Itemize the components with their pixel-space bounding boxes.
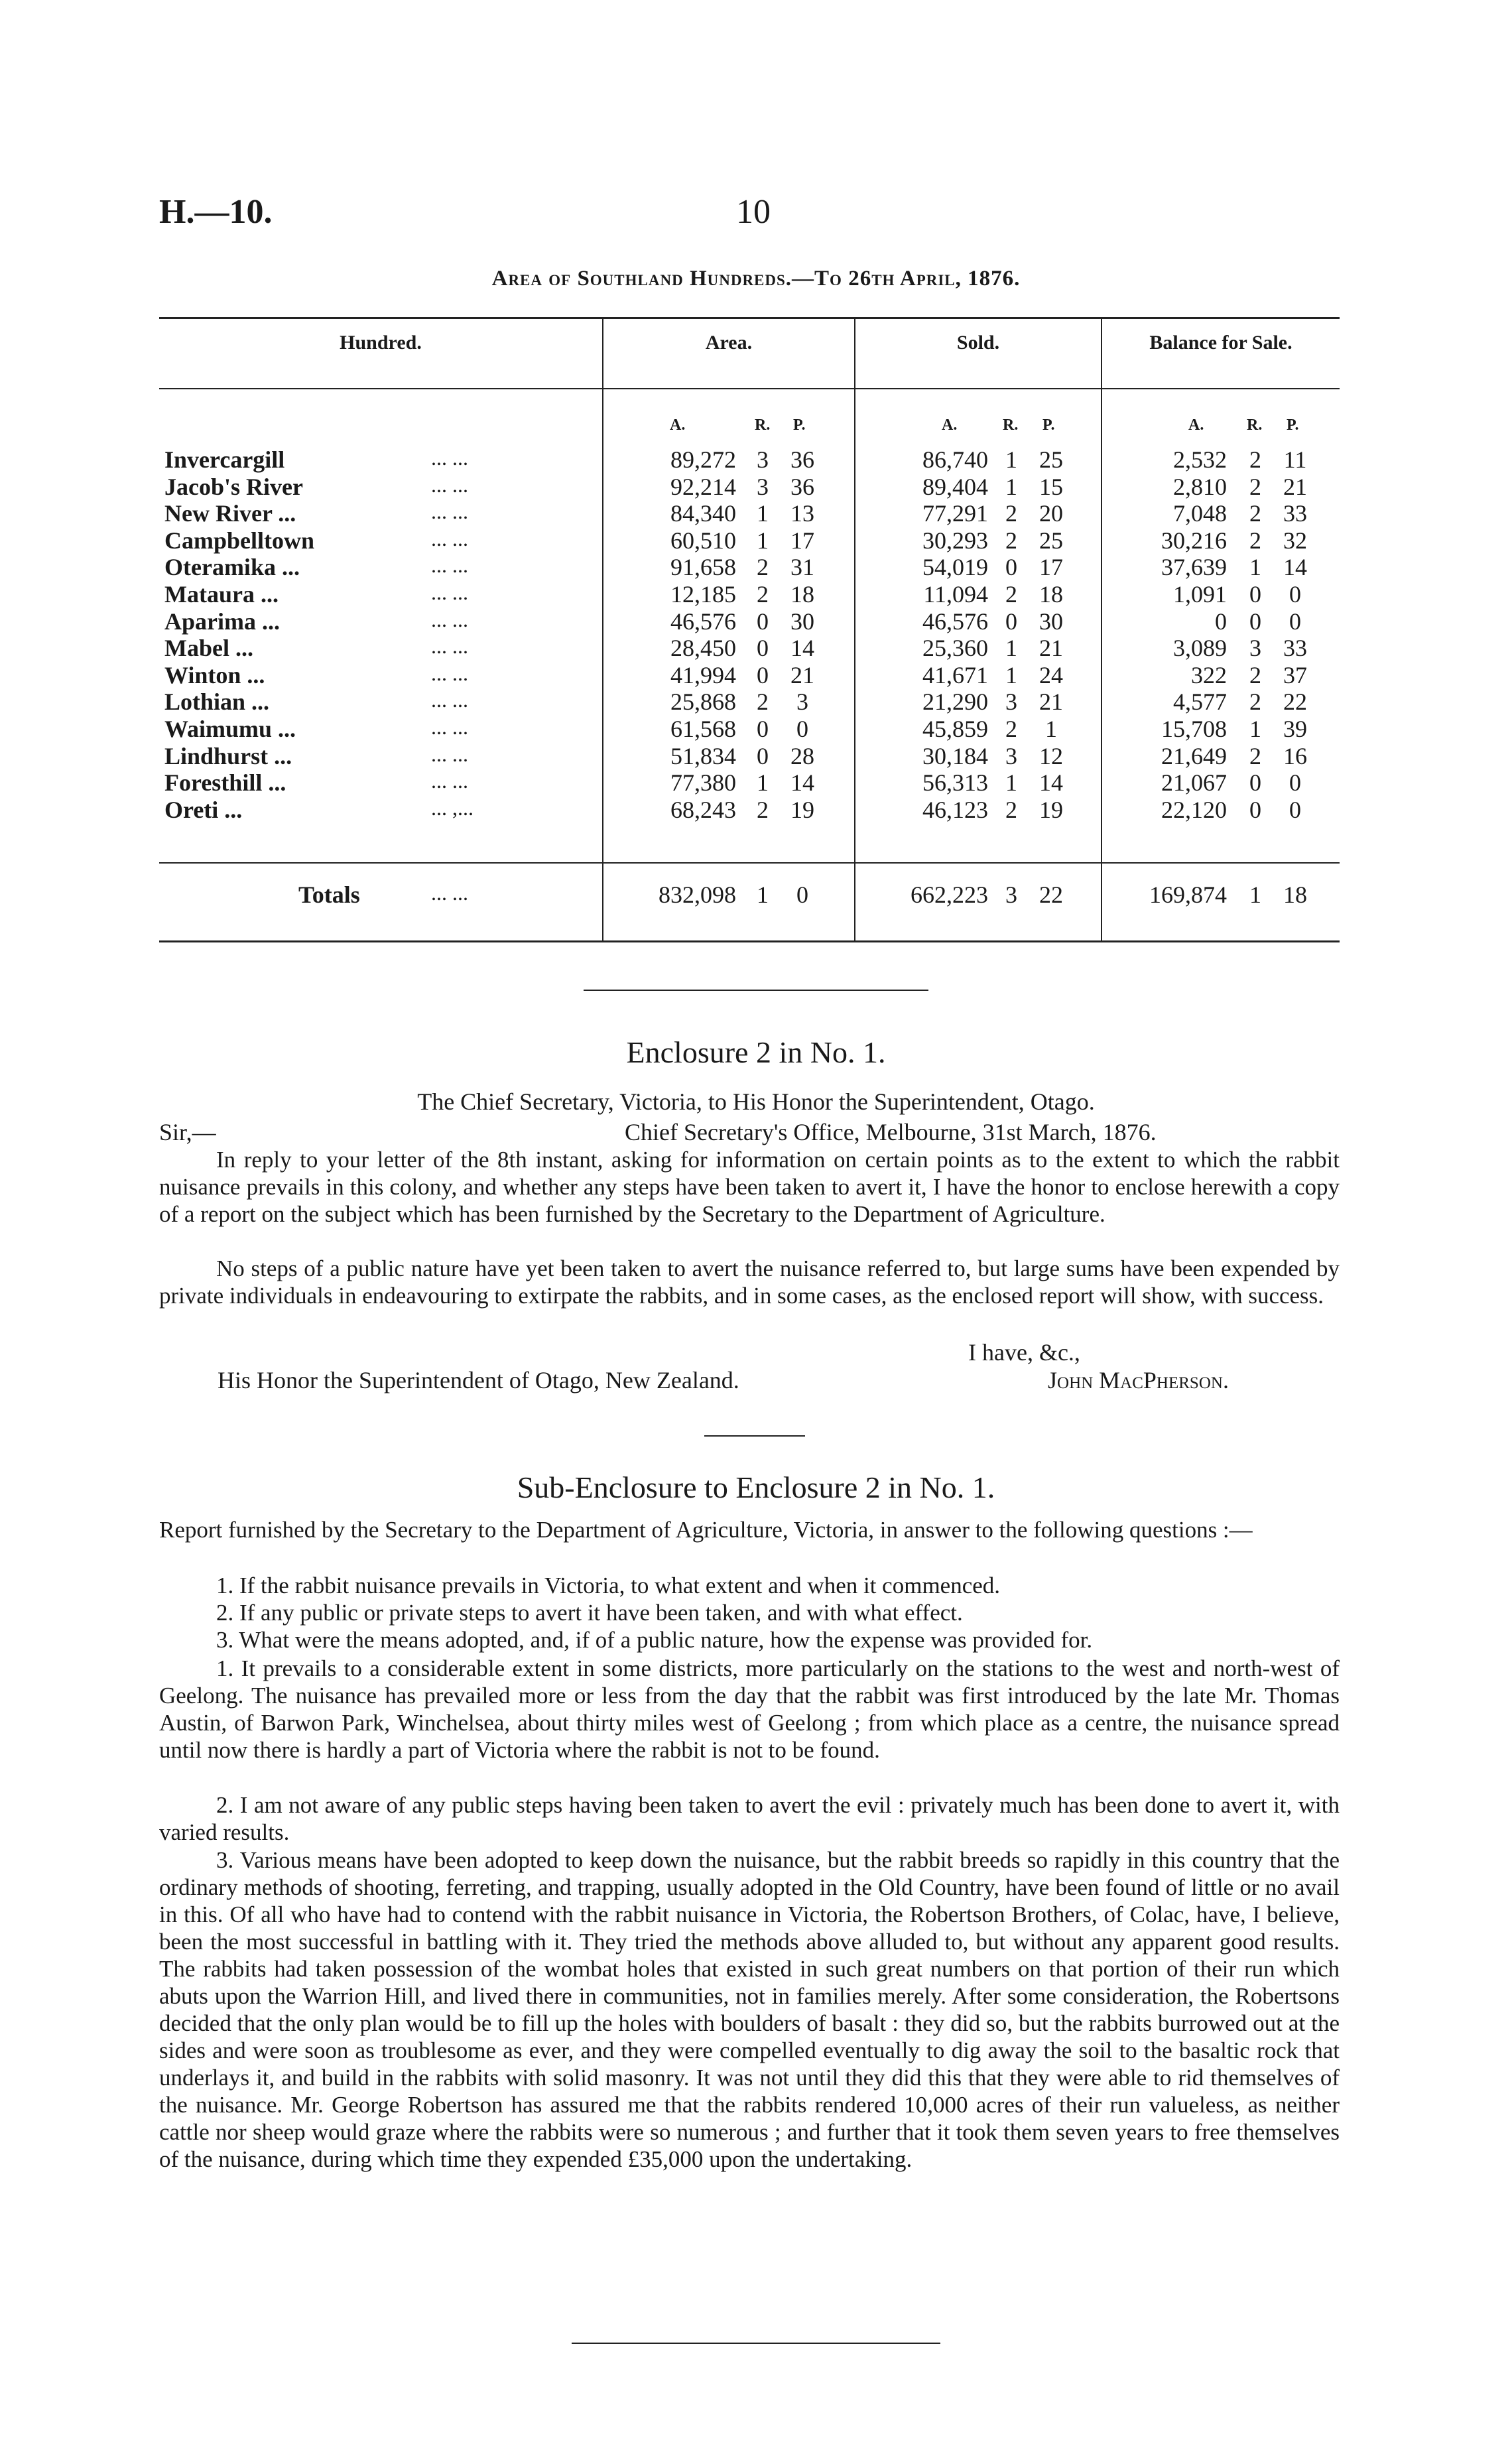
table-row [0,473,1512,499]
area-acres: 25,868 [670,688,736,716]
area-acres: 61,568 [670,716,736,742]
leader-dots: ... ... [431,661,468,685]
sold-roods: 2 [1005,500,1017,527]
balance-acres: 322 [1191,661,1227,688]
area-roods: 2 [757,554,769,581]
sold-perches: 21 [1039,688,1063,716]
leader-dots: ... ... [431,499,468,524]
area-acres: 28,450 [670,635,736,662]
sold-perches: 15 [1039,473,1063,500]
area-perches: 21 [790,661,814,688]
sold-acres: 45,859 [922,716,988,742]
dateline: Chief Secretary's Office, Melbourne, 31st March, 1876. [625,1119,1157,1145]
balance-perches: 33 [1283,500,1307,527]
unit-acres: A. [670,417,686,434]
balance-acres: 21,067 [1161,769,1227,797]
balance-roods: 2 [1249,473,1261,500]
unit-perches: P. [1042,417,1055,434]
answer-paragraph: 3. Various means have been adopted to keep down the nuisance, but the rabbit breeds so rapidly in this country that the ordinary methods of shooting, ferreting, and trapping, usually adopted in the Old Country, have been found of little or no avail in this. Of all who have had to contend with the rabbit nuisance in Victoria, the Robertson Brothers, of Colac, have, I believe, been the most successful in battling with it. They tried the methods above alluded to, but without any apparent good results. The rabbits had taken possession of the wombat holes that existed in such great numbers on that portion of their run which abuts upon the Warrion Hill, and lived there in communities, not in families merely. After some consideration, the Robertsons decided that the only plan would be to fill up the holes with boulders of basalt : they did so, but the rabbits burrowed out at the sides and were soon as troublesome as ever, and they were compelled eventually to dig away the soil to the basaltic rock that underlays it, and build in the rabbits with solid masonry. It was not until they did this that they were able to rid themselves of the nuisance. Mr. George Robertson has assured me that the rabbits rendered 10,000 acres of their run valueless, as neither cattle nor sheep would graze where the rabbits were so numerous ; and further that it took them seven years to free themselves of the nuisance, during which time they expended £35,000 upon the undertaking. [159,1847,1340,2172]
sold-roods: 3 [1005,688,1017,716]
report-intro: Report furnished by the Secretary to the Department of Agriculture, Victoria, in answer to the following questions :— [159,1517,1253,1543]
area-acres: 46,576 [670,608,736,635]
area-acres: 51,834 [670,742,736,769]
unit-roods: R. [1003,417,1019,434]
balance-acres: 2,810 [1173,473,1227,500]
total-area-acres: 832,098 [659,881,736,908]
column-header-area: Area. [705,332,753,354]
leader-dots: ... ... [431,607,468,631]
balance-perches: 14 [1283,554,1307,581]
balance-perches: 37 [1283,661,1307,688]
leader-dots: ... ... [431,472,468,497]
sold-perches: 21 [1039,635,1063,662]
area-acres: 12,185 [670,581,736,608]
section-separator [584,990,928,991]
sold-perches: 25 [1039,527,1063,554]
balance-perches: 33 [1283,635,1307,662]
hundred-name: Waimumu ... [164,716,296,742]
sold-acres: 54,019 [922,554,988,581]
balance-acres: 0 [1215,608,1227,635]
sold-perches: 17 [1039,554,1063,581]
hundred-name: Lothian ... [164,688,270,716]
table-row [0,769,1512,795]
question: 3. What were the means adopted, and, if of a public nature, how the expense was provided for. [216,1627,1093,1653]
enclosure-heading: Enclosure 2 in No. 1. [626,1035,886,1069]
unit-roods: R. [755,417,771,434]
balance-acres: 2,532 [1173,446,1227,473]
sold-acres: 46,123 [922,796,988,823]
sold-perches: 18 [1039,581,1063,608]
area-acres: 91,658 [670,554,736,581]
balance-perches: 39 [1283,716,1307,742]
balance-acres: 30,216 [1161,527,1227,554]
hundred-name: Winton ... [164,661,265,688]
area-roods: 2 [757,796,769,823]
area-roods: 1 [757,527,769,554]
area-acres: 41,994 [670,661,736,688]
sold-perches: 30 [1039,608,1063,635]
hundred-name: Mabel ... [164,635,253,662]
sold-roods: 2 [1005,796,1017,823]
balance-roods: 2 [1249,500,1261,527]
balance-roods: 0 [1249,581,1261,608]
leader-dots: ... ... [431,715,468,739]
area-acres: 89,272 [670,446,736,473]
unit-perches: P. [793,417,806,434]
table-row [0,634,1512,661]
sold-roods: 2 [1005,716,1017,742]
balance-perches: 32 [1283,527,1307,554]
sold-perches: 19 [1039,796,1063,823]
hundred-name: Aparima ... [164,608,280,635]
answer-paragraph: 2. I am not aware of any public steps having been taken to avert the evil : privately much has been done to avert it, with varied results. [159,1792,1340,1845]
letter-paragraph: No steps of a public nature have yet been taken to avert the nuisance referred to, but large sums have been expended by private individuals in endeavouring to extirpate the rabbits, and in some cases, as the enclosed report will show, with success. [159,1256,1340,1309]
area-perches: 3 [796,688,808,716]
area-acres: 92,214 [670,473,736,500]
unit-acres: A. [1188,417,1204,434]
area-perches: 28 [790,742,814,769]
page-number: 10 [736,193,771,231]
table-row [0,446,1512,472]
balance-acres: 21,649 [1161,742,1227,769]
area-acres: 84,340 [670,500,736,527]
balance-perches: 11 [1283,446,1307,473]
leader-dots: ... ,... [431,795,473,820]
total-balance-acres: 169,874 [1149,881,1227,908]
sold-acres: 41,671 [922,661,988,688]
area-roods: 0 [757,661,769,688]
area-roods: 0 [757,716,769,742]
hundred-name: Oreti ... [164,796,243,823]
balance-roods: 2 [1249,446,1261,473]
table-row [0,742,1512,769]
sold-perches: 1 [1045,716,1057,742]
sold-roods: 2 [1005,527,1017,554]
balance-roods: 0 [1249,769,1261,797]
leader-dots: ... ... [431,526,468,550]
table-top-rule [159,317,1340,319]
table-row [0,608,1512,634]
balance-acres: 7,048 [1173,500,1227,527]
unit-roods: R. [1247,417,1263,434]
addressee: His Honor the Superintendent of Otago, New Zealand. [218,1367,739,1393]
balance-roods: 2 [1249,661,1261,688]
area-roods: 0 [757,608,769,635]
table-row [0,796,1512,822]
sold-acres: 25,360 [922,635,988,662]
balance-perches: 0 [1289,608,1301,635]
total-sold-acres: 662,223 [911,881,988,908]
balance-acres: 1,091 [1173,581,1227,608]
balance-roods: 1 [1249,554,1261,581]
sold-roods: 0 [1005,608,1017,635]
sold-acres: 56,313 [922,769,988,797]
totals-row [0,881,1512,907]
unit-acres: A. [942,417,958,434]
area-roods: 1 [757,500,769,527]
sub-enclosure-heading: Sub-Enclosure to Enclosure 2 in No. 1. [517,1470,995,1504]
table-totals-rule [159,862,1340,864]
balance-perches: 0 [1289,796,1301,823]
area-perches: 30 [790,608,814,635]
table-row [0,715,1512,742]
balance-roods: 0 [1249,796,1261,823]
sold-roods: 3 [1005,742,1017,769]
area-perches: 13 [790,500,814,527]
hundred-name: Invercargill [164,446,285,473]
balance-roods: 3 [1249,635,1261,662]
salutation: Sir,— [159,1119,216,1145]
sold-acres: 21,290 [922,688,988,716]
table-title: Area of Southland Hundreds.—To 26th April, 1876. [491,267,1021,290]
section-separator [572,2343,940,2344]
balance-perches: 0 [1289,769,1301,797]
area-roods: 1 [757,769,769,797]
column-header-sold: Sold. [956,332,1000,354]
sold-acres: 11,094 [923,581,988,608]
area-perches: 19 [790,796,814,823]
sold-roods: 1 [1005,473,1017,500]
area-perches: 0 [796,716,808,742]
leader-dots: ... ... [431,688,468,712]
sold-acres: 30,184 [922,742,988,769]
area-perches: 17 [790,527,814,554]
sold-perches: 20 [1039,500,1063,527]
balance-roods: 1 [1249,716,1261,742]
letter-paragraph: In reply to your letter of the 8th instant, asking for information on certain points as to the extent to which the rabbit nuisance prevails in this colony, and whether any steps have been taken to avert it, I have the honor to enclose herewith a copy of a report on the subject which has been furnished by the Secretary to the Department of Agriculture. [159,1147,1340,1227]
table-row [0,688,1512,714]
area-roods: 3 [757,473,769,500]
closing: I have, &c., [968,1339,1080,1366]
sold-acres: 86,740 [922,446,988,473]
totals-label: Totals [298,881,360,908]
area-perches: 14 [790,769,814,797]
sold-roods: 1 [1005,661,1017,688]
area-roods: 2 [757,581,769,608]
question: 1. If the rabbit nuisance prevails in Victoria, to what extent and when it commenced. [216,1573,1001,1598]
sold-roods: 1 [1005,769,1017,797]
total-area-perches: 0 [796,881,808,908]
balance-acres: 4,577 [1173,688,1227,716]
hundred-name: Mataura ... [164,581,279,608]
hundred-name: Campbelltown [164,527,315,554]
area-acres: 60,510 [670,527,736,554]
balance-roods: 2 [1249,688,1261,716]
area-perches: 31 [790,554,814,581]
signature: John MacPherson. [1048,1367,1229,1393]
table-row [0,661,1512,688]
area-perches: 36 [790,446,814,473]
total-balance-roods: 1 [1249,881,1261,908]
area-perches: 36 [790,473,814,500]
leader-dots: ... ... [431,769,468,793]
area-acres: 68,243 [670,796,736,823]
sold-roods: 1 [1005,446,1017,473]
area-perches: 14 [790,635,814,662]
balance-roods: 0 [1249,608,1261,635]
sold-acres: 30,293 [922,527,988,554]
table-row [0,580,1512,607]
balance-acres: 37,639 [1161,554,1227,581]
question: 2. If any public or private steps to avert it have been taken, and with what effect. [216,1600,963,1626]
table-header-rule [159,388,1340,389]
table-bottom-rule [159,940,1340,942]
sold-perches: 12 [1039,742,1063,769]
leader-dots: ... ... [431,634,468,659]
hundred-name: Foresthill ... [164,769,286,797]
area-acres: 77,380 [670,769,736,797]
sold-roods: 1 [1005,635,1017,662]
table-row [0,499,1512,526]
hundred-name: Lindhurst ... [164,742,292,769]
table-row [0,527,1512,553]
total-balance-perches: 18 [1283,881,1307,908]
total-sold-roods: 3 [1005,881,1017,908]
balance-perches: 0 [1289,581,1301,608]
hundred-name: Oteramika ... [164,554,300,581]
sold-acres: 77,291 [922,500,988,527]
unit-perches: P. [1287,417,1299,434]
column-header-balance: Balance for Sale. [1149,332,1292,354]
answer-paragraph: 1. It prevails to a considerable extent in some districts, more particularly on the stations to the west and north-west of Geelong. The nuisance has prevailed more or less from the day that the rabbit was first introduced by the late Mr. Thomas Austin, of Barwon Park, Winchelsea, about thirty miles west of Geelong ; from which place as a centre, the nuisance spread until now there is hardly a part of Victoria where the rabbit is not to be found. [159,1655,1340,1763]
balance-perches: 22 [1283,688,1307,716]
hundred-name: New River ... [164,500,296,527]
area-perches: 18 [790,581,814,608]
area-roods: 2 [757,688,769,716]
balance-roods: 2 [1249,742,1261,769]
leader-dots: ... ... [431,580,468,604]
column-header-hundred: Hundred. [340,332,422,354]
balance-acres: 22,120 [1161,796,1227,823]
enclosure-from-to: The Chief Secretary, Victoria, to His Honor the Superintendent, Otago. [417,1088,1095,1115]
document-reference: H.—10. [159,193,273,231]
area-roods: 3 [757,446,769,473]
total-sold-perches: 22 [1039,881,1063,908]
balance-perches: 21 [1283,473,1307,500]
leader-dots: ... ... [431,446,468,470]
leader-dots: ... ... [431,742,468,766]
hundred-name: Jacob's River [164,473,303,500]
table-row [0,553,1512,580]
section-separator [704,1435,805,1437]
sold-perches: 25 [1039,446,1063,473]
leader-dots: ... ... [431,881,468,905]
area-roods: 0 [757,742,769,769]
total-area-roods: 1 [757,881,769,908]
balance-acres: 15,708 [1161,716,1227,742]
balance-roods: 2 [1249,527,1261,554]
sold-roods: 0 [1005,554,1017,581]
sold-perches: 14 [1039,769,1063,797]
leader-dots: ... ... [431,553,468,578]
sold-roods: 2 [1005,581,1017,608]
area-roods: 0 [757,635,769,662]
sold-acres: 89,404 [922,473,988,500]
sold-acres: 46,576 [922,608,988,635]
sold-perches: 24 [1039,661,1063,688]
balance-acres: 3,089 [1173,635,1227,662]
balance-perches: 16 [1283,742,1307,769]
